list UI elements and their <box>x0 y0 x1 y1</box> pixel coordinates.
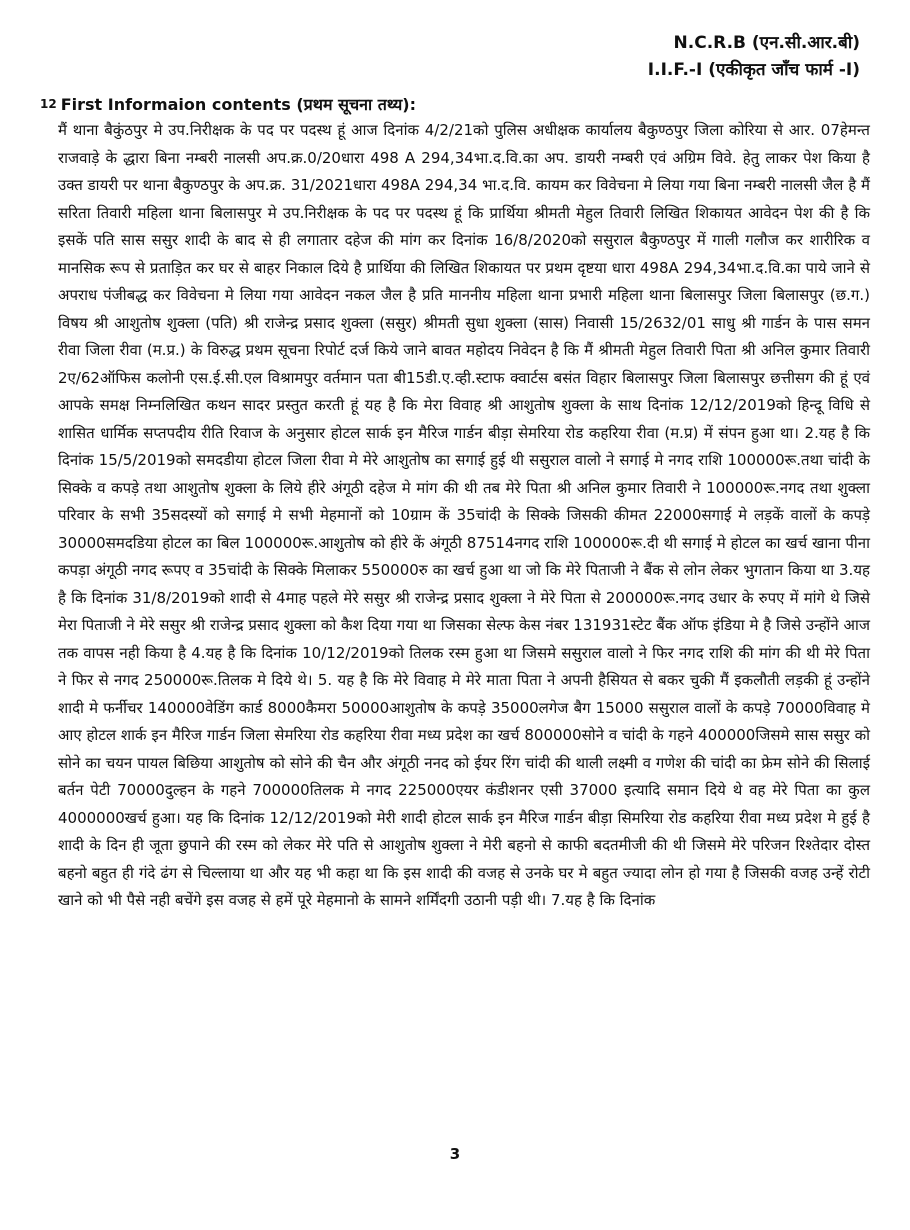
section-heading <box>40 93 416 116</box>
form-header <box>648 30 860 84</box>
header-ncrb: N.C.R.B (एन.सी.आर.बी) <box>673 33 860 53</box>
section-title: First Informaion contents (प्रथम सूचना तथ्य): <box>60 95 416 114</box>
fir-contents-text: मैं थाना बैकुंठपुर मे उप.निरीक्षक के पद पर पदस्थ हूं आज दिनांक 4/2/21को पुलिस अधीक्षक कार्यालय बैकुण्ठपुर जिला कोरिया से आर. 07हेमन्त राजवाड़े के द्धारा बिना नम्बरी नालसी अप.क्र.0/20धारा 498 A 294,34भा.द.वि.का अप. डायरी नम्बरी एवं अग्रिम विवे. हेतु लाकर पेश किया है उक्त डायरी पर थाना बैकुण्ठपुर के अप.क्र. 31/2021धारा 498A 294,34 भा.द.वि. कायम कर विवेचना मे लिया गया बिना नम्बरी नालसी जैल है मैं सरिता तिवारी महिला थाना बिलासपुर मे उप.निरीक्षक के पद पर पदस्थ हूं कि प्रार्थिया श्रीमती मेहुल तिवारी लिखित शिकायत आवेदन पेश की है कि इसकें पति सास ससुर शादी के बाद से ही लगातार दहेज की मांग कर दिनांक 16/8/2020को ससुराल बैकुण्ठपुर में गाली गलौज कर शारीरिक व मानसिक रूप से प्रताड़ित कर घर से बाहर निकाल दिये है प्रार्थिया की लिखित शिकायत पर प्रथम दृष्टया धारा 498A 294,34भा.द.वि.का पाये जाने से अपराध पंजीबद्ध कर विवेचना मे लिया गया आवेदन नकल जैल है प्रति माननीय महिला थाना प्रभारी महिला थाना बिलासपुर जिला बिलासपुर (छ.ग.) विषय श्री आशुतोष शुक्ला (पति) श्री राजेन्द्र प्रसाद शुक्ला (ससुर) श्रीमती सुधा शुक्ला (सास) निवासी 15/2632/01 साधु श्री गार्डन के पास समन रीवा जिला रीवा (म.प्र.) के विरुद्ध प्रथम सूचना रिपोर्ट दर्ज किये जाने बावत महोदय निवेदन है कि मैं श्रीमती मेहुल तिवारी पिता श्री अनिल कुमार तिवारी 2ए/62ऑफिस कलोनी एस.ई.सी.एल विश्रामपुर वर्तमान पता बी15डी.ए.व्ही.स्टाफ क्वार्टस बसंत विहार बिलासपुर जिला बिलासपुर छत्तीसग की हूं एवं आपके समक्ष निम्नलिखित कथन सादर प्रस्तुत करती हूं यह है कि मेरा विवाह श्री आशुतोष शुक्ला के साथ दिनांक 12/12/2019को हिन्दू विधि से शासित धार्मिक सप्तपदीय रीति रिवाज के अनुसार होटल सार्क इन मैरिज गार्डन बीड़ा सेमरिया रोड कहरिया रीवा (म.प्र) में संपन हुआ था। 2.यह है कि दिनांक 15/5/2019को समदडीया होटल जिला रीवा मे मेरे आशुतोष का सगाई हुई थी ससुराल वालो ने सगाई मे नगद राशि 100000रू.तथा चांदी के सिक्के व कपड़े तथा आशुतोष शुक्ला के लिये हीरे अंगूठी दहेज मे मांग की थी तब मेरे पिता श्री अनिल कुमार तिवारी ने 100000रू.नगद तथा शुक्ला परिवार के सभी 35सदस्यों को सगाई मे सभी मेहमानों को 10ग्राम कें 35चांदी के सिक्के जिसकी कीमत 22000सगाई मे लड़कें वालों के कपड़े 30000समदडिया होटल का बिल 100000रू.आशुतोष को हीरे कें अंगूठी 87514नगद राशि 100000रू.दी थी सगाई मे होटल का खर्च खाना पीना कपड़ा अंगूठी नगद रूपए व 35चांदी के सिक्के मिलाकर 550000रु का खर्च हुआ था जो कि मेरे पिताजी ने बैंक से लोन लेकर भुगतान किया था 3.यह है कि दिनांक 31/8/2019को शादी से 4माह पहले मेरे ससुर श्री राजेन्द्र प्रसाद शुक्ला ने मेरे पिता से 200000रू.नगद उधार के रुपए में मांगे थे जिसे मेरा पिताजी ने मेरे ससुर श्री राजेन्द्र प्रसाद शुक्ला को कैश दिया गया था जिसका सेल्फ केस नंबर 131931स्टेट बैंक ऑफ इंडिया मे है जिसे उन्होंने आज तक वापस नही किया है 4.यह है कि दिनांक 10/12/2019को तिलक रस्म हुआ था जिसमे ससुराल वालो ने फिर नगद राशि की मांग की थी मेरे पिता ने फिर से नगद 250000रू.तिलक मे दिये थे। 5. यह है कि मेरे विवाह मे मेरे माता पिता ने अपनी हैसियत से बकर चुकी मैं इकलौती लड़की हूं उन्होंने शादी मे फर्नीचर 140000वेडिंग कार्ड 8000कैमरा 50000आशुतोष के कपड़े 35000लगेज बैग 15000 ससुराल वालों के कपड़े 70000विवाह मे आए होटल शार्क इन मैरिज गार्डन जिला सेमरिया रोड कहरिया रीवा मध्य प्रदेश का खर्च 800000सोने व चांदी के गहने 400000जिसमे सास ससुर को सोने का चयन पायल बिछिया आशुतोष को सोने की चैन और अंगूठी ननद को ईयर रिंग चांदी की थाली लक्ष्मी व गणेश की चांदी का फ्रेम सोने की सिलाई बर्तन पेटी 70000दुल्हन के गहने 700000तिलक मे नगद 225000एयर कंडीशनर एसी 37000 इत्यादि समान दिये थे वह मेरे पिता का कुल 4000000खर्च हुआ। यह कि दिनांक 12/12/2019को मेरी शादी होटल सार्क इन मैरिज गार्डन बीड़ा सिमरिया रोड कहरिया रीवा मध्य प्रदेश मे हुई है शादी के दिन ही जूता छुपाने की रस्म को लेकर मेरे पति से आशुतोष शुक्ला ने मेरी बहनो से काफी बदतमीजी की थी जिसमे मेरे परिजन रिश्तेदार दोस्त बहनो बहुत ही गंदे ढंग से चिल्लाया था और यह भी कहा था कि इस शादी की वजह से उनके घर मे बहुत ज्यादा लोन हो गया है जिसकी वजह उन्हें रोटी खाने को भी पैसे नही बचेंगे इस वजह से हमें पूरे मेहमानो के सामने शर्मिंदगी उठानी पड़ी थी। 7.यह है कि दिनांक <box>58 121 870 909</box>
page-number: 3 <box>449 1145 461 1163</box>
header-form-name: I.I.F.-I (एकीकृत जाँच फार्म -I) <box>647 60 860 80</box>
section-number: 12 <box>40 97 57 111</box>
